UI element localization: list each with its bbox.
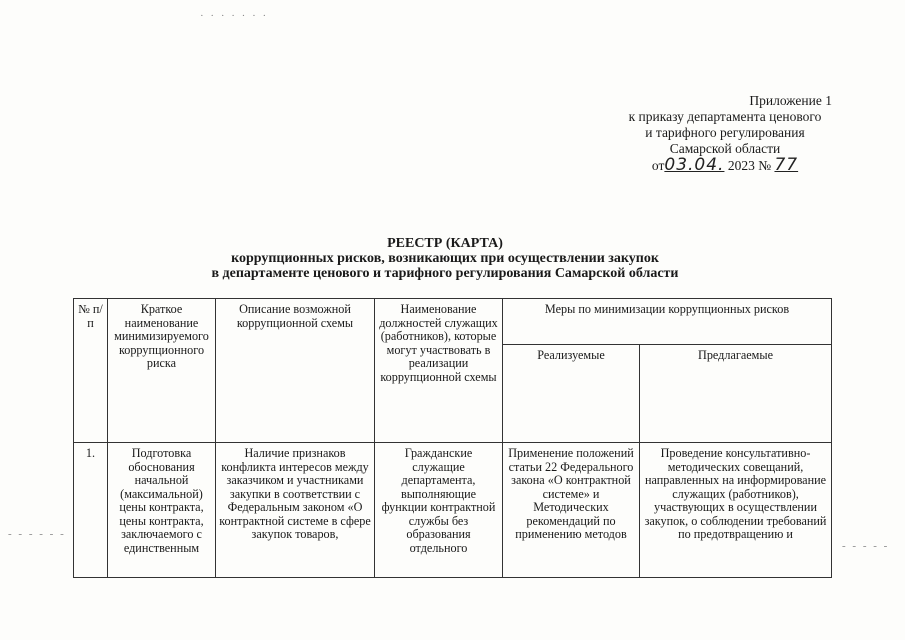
header-measures: Меры по минимизации коррупционных рисков [503, 299, 832, 345]
header-scheme: Описание возможной коррупционной схемы [216, 299, 375, 443]
header-implemented: Реализуемые [503, 345, 640, 443]
annex-block [600, 93, 850, 174]
header-proposed: Предлагаемые [640, 345, 832, 443]
annex-department: и тарифного регулирования [645, 125, 805, 140]
title-line-3: в департаменте ценового и тарифного регулирования Самарской области [211, 266, 679, 281]
document-title [160, 236, 730, 281]
scan-artifact: - - - - - - [8, 528, 66, 540]
header-positions: Наименование должностей служащих (работников), которые могут участвовать в реализации коррупционной схемы [375, 299, 503, 443]
header-num: № п/п [74, 299, 108, 443]
cell-risk: Подготовка обоснования начальной (максимальной) цены контракта, цены контракта, заключаемого с единственным [108, 443, 216, 578]
header-risk: Краткое наименование минимизируемого коррупционного риска [108, 299, 216, 443]
cell-positions: Гражданские служащие департамента, выполняющие функции контрактной службы без образования отдельного [375, 443, 503, 578]
scan-artifact: · · · · · · · [200, 10, 269, 22]
cell-num: 1. [74, 443, 108, 578]
cell-scheme: Наличие признаков конфликта интересов между заказчиком и участниками закупки в соответствии с Федеральным законом «О контрактной системе в сфере закупок товаров, [216, 443, 375, 578]
annex-title: Приложение 1 [749, 93, 832, 108]
annex-region: Самарской области [669, 141, 781, 156]
cell-proposed: Проведение консультативно-методических совещаний, направленных на информирование служащих (работников), участвующих в осуществлении закупок, о соблюдении требований по предотвращению и [640, 443, 832, 578]
risk-registry-table [73, 298, 832, 578]
handwritten-date: 03.04. [664, 155, 725, 175]
annex-order-ref: к приказу департамента ценового [628, 109, 822, 124]
scan-artifact: - - - - - [842, 540, 890, 552]
title-line-1: РЕЕСТР (КАРТА) [387, 236, 503, 251]
handwritten-number: 77 [774, 155, 799, 175]
date-prefix: от [651, 158, 665, 173]
cell-implemented: Применение положений статьи 22 Федерального закона «О контрактной системе» и Методических рекомендаций по применению методов [503, 443, 640, 578]
title-line-2: коррупционных рисков, возникающих при осуществлении закупок [231, 251, 659, 266]
year-text: 2023 № [727, 158, 772, 173]
annex-date-line [600, 157, 850, 174]
table-row [74, 443, 832, 578]
header-row [74, 299, 832, 345]
